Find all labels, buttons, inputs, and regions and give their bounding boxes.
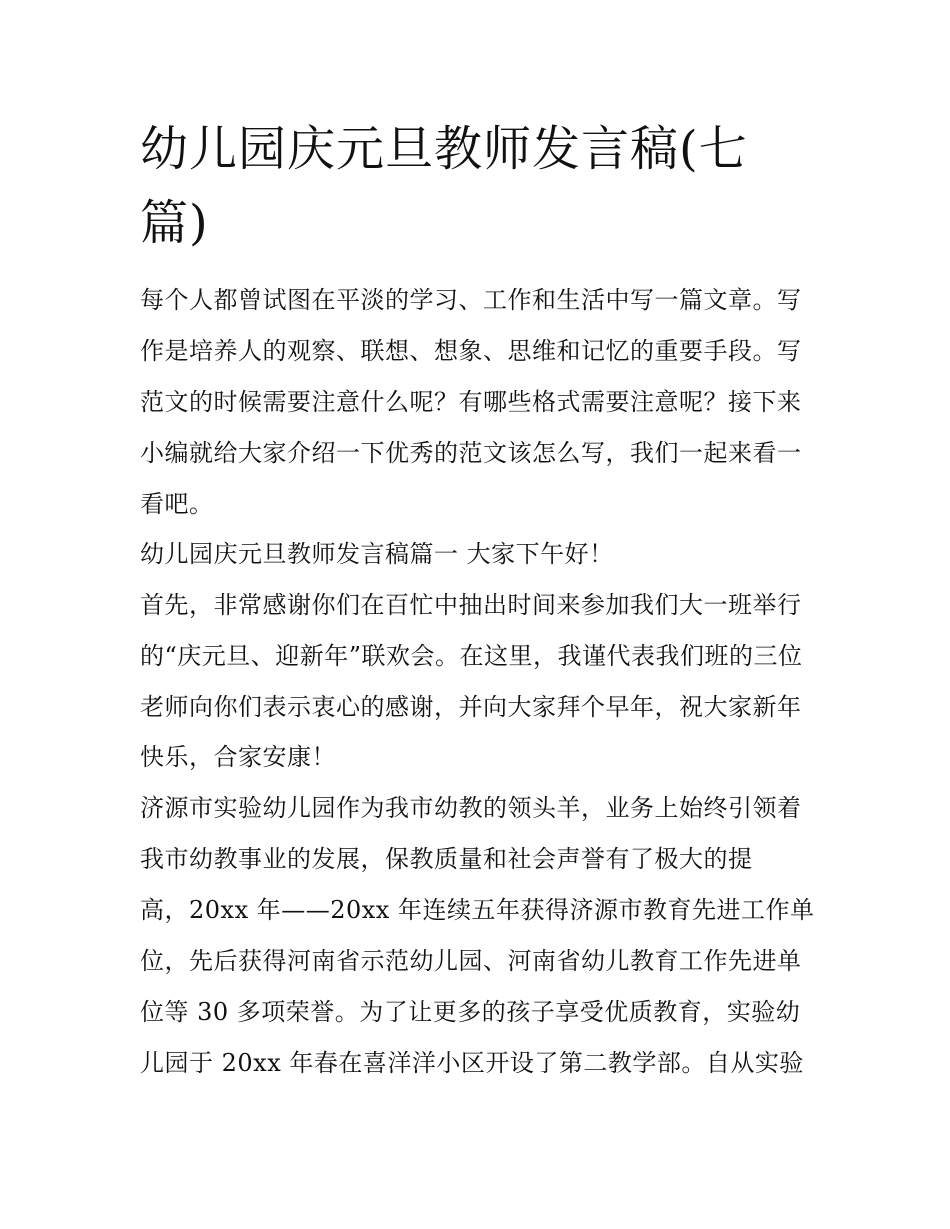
document-title bbox=[140, 112, 820, 260]
title-line: 篇) bbox=[140, 195, 209, 251]
title-line: 幼儿园庆元旦教师发言稿(七 bbox=[140, 121, 748, 177]
body-line: 看吧。 bbox=[140, 490, 214, 518]
body-line: 快乐，合家安康！ bbox=[140, 743, 336, 771]
body-line: 济源市实验幼儿园作为我市幼教的领头羊，业务上始终引领着 bbox=[140, 794, 802, 822]
body-line: 位，先后获得河南省示范幼儿园、河南省幼儿教育工作先进单 bbox=[140, 947, 802, 975]
section-heading: 幼儿园庆元旦教师发言稿篇一 大家下午好！ bbox=[140, 540, 614, 568]
body-line: 每个人都曾试图在平淡的学习、工作和生活中写一篇文章。写 bbox=[140, 286, 802, 314]
body-line: 位等 30 多项荣誉。为了让更多的孩子享受优质教育，实验幼 bbox=[140, 998, 801, 1026]
body-line: 首先，非常感谢你们在百忙中抽出时间来参加我们大一班举行 bbox=[140, 591, 802, 619]
body-line: 老师向你们表示衷心的感谢，并向大家拜个早年，祝大家新年 bbox=[140, 693, 802, 721]
body-line: 高，20xx 年——20xx 年连续五年获得济源市教育先进工作单 bbox=[140, 896, 815, 924]
body-line: 小编就给大家介绍一下优秀的范文该怎么写，我们一起来看一 bbox=[140, 439, 802, 467]
body-line: 的“庆元旦、迎新年”联欢会。在这里，我谨代表我们班的三位 bbox=[140, 642, 803, 670]
body-line: 作是培养人的观察、联想、想象、思维和记忆的重要手段。写 bbox=[140, 337, 802, 365]
body-line: 儿园于 20xx 年春在喜洋洋小区开设了第二教学部。自从实验 bbox=[140, 1049, 804, 1077]
body-line: 范文的时候需要注意什么呢？有哪些格式需要注意呢？接下来 bbox=[140, 388, 802, 416]
body-line: 我市幼教事业的发展，保教质量和社会声誉有了极大的提 bbox=[140, 845, 753, 873]
